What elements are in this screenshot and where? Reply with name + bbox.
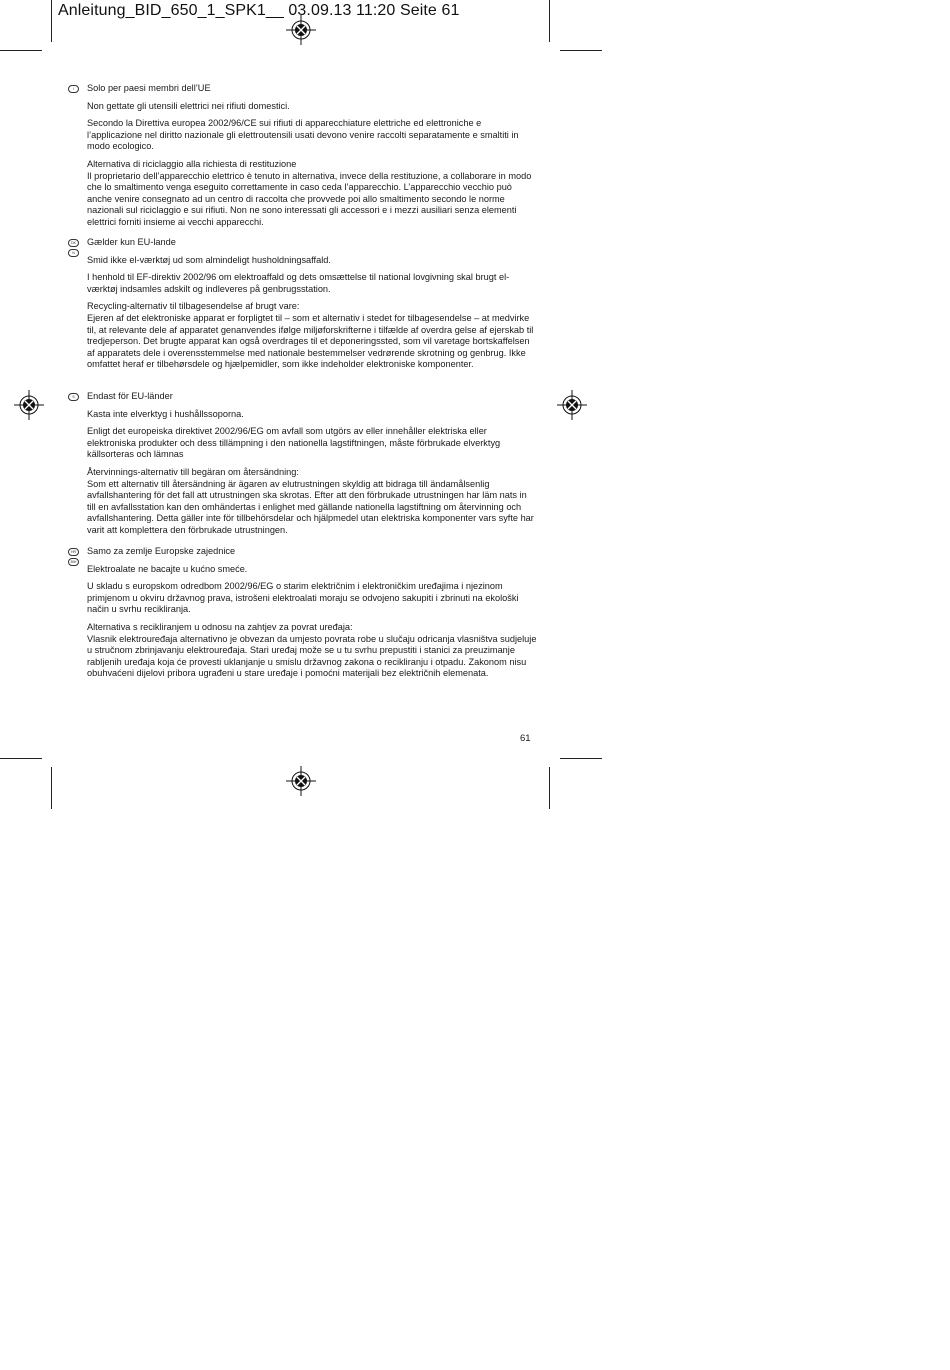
subheading: Återvinnings-alternativ till begäran om återsändning: [87,466,299,477]
section-italian [68,83,538,235]
country-code-badge: I [68,85,79,93]
country-code-badge: HR [68,548,79,556]
section-danish [68,237,538,377]
crop-mark [560,758,602,759]
crop-mark [549,0,550,42]
crop-mark [0,758,42,759]
paragraph: Il proprietario dell’apparecchio elettrico è tenuto in alternativa, invece della restituzione, a collaborare in modo che lo smaltimento venga eseguito correttamente in caso ceda l’apparecchio. L’apparecchio vecchio può anche venire consegnato ad un centro di raccolta che provvede poi allo smaltimento secondo le norme nazionali sul riciclaggio e sui rifiuti. Non ne sono interessati gli accessori e i mezzi ausiliari senza elementi elettrici forniti insieme ai vecchi apparecchi. [87,170,532,227]
registration-mark-icon [286,15,316,45]
paragraph: Non gettate gli utensili elettrici nei rifiuti domestici. [87,100,290,111]
paragraph: Elektroalate ne bacajte u kućno smeće. [87,563,248,574]
country-flags [68,85,80,95]
subheading: Alternativa di riciclaggio alla richiesta di restituzione [87,158,297,169]
paragraph: Ejeren af det elektroniske apparat er forpligtet til – som et alternativ i stedet for tilbagesendelse – at medvirke til, at relevante dele af apparatet genanvendes ifølge miljøforskrifterne i tilfælde af overdra gelse af ejerskab til tredjeperson. Det brugte apparat kan også overdrages til et deponeringssted, som vil varetage bortskaffelsen af apparatets dele i overensstemmelse med nationale bestemmelser vedrørende skrotning og genbrug. Ikke omfattet heraf er tilbehørsdele og hjælpemidler, som ikke indeholder elektroniske komponenter. [87,312,534,370]
crop-mark [549,767,550,809]
paragraph: Vlasnik elektrouređaja alternativno je obvezan da umjesto povrata robe u slučaju odricanja vlasništva sudjeluje u stručnom zbrinjavanju elektrouređaja. Stari uređaj može se u tu svrhu prepustiti i stanici za preuzimanje rabljenih uređaja koja će provesti uklanjanje u smislu državnog zakona o recikliranju i otpadu. Zakonom nisu obuhvaćeni dijelovi pribora ugrađeni u stare uređaje i pomoćni materijali bez električnih elemenata. [87,633,537,679]
crop-mark [51,0,52,42]
country-code-badge: N [68,249,79,257]
section-title: Samo za zemlje Europske zajednice [87,546,236,556]
crop-mark [51,767,52,809]
subheading: Alternativa s recikliranjem u odnosu na zahtjev za povrat uređaja: [87,621,353,632]
crop-mark [560,50,602,51]
paragraph: Som ett alternativ till återsändning är ägaren av elutrustningen skyldig att bidraga till ändamålsenlig avfallshantering för det fall att utrustningen ska skrotas. Efter att den förbrukade utrustningen har läm nats in till en avfallsstation kan den omhändertas i enlighet med gällande nationella lagstiftning om återvinning och avfallshantering. Detta gäller inte för tillbehörsdelar och hjälpmedel utan elektriska komponenter vars syfte har varit att komplettera den förbrukade utrustningen. [87,478,534,535]
country-flags [68,393,80,403]
subheading: Recycling-alternativ til tilbagesendelse af brugt vare: [87,301,300,312]
country-flags [68,548,80,568]
print-slug: Anleitung_BID_650_1_SPK1__ 03.09.13 11:20 Seite 61 [58,2,460,19]
registration-mark-icon [14,390,44,420]
paragraph: Secondo la Direttiva europea 2002/96/CE sui rifiuti di apparecchiature elettriche ed elettroniche e l’applicazione nel diritto nazionale gli elettroutensili usati devono venire raccolti separatamente e smaltiti in modo ecologico. [87,118,519,152]
country-code-badge: DK [68,239,79,247]
paragraph: Kasta inte elverktyg i hushållssoporna. [87,408,244,419]
paragraph: Enligt det europeiska direktivet 2002/96/EG om avfall som utgörs av eller innehåller elektriska eller elektroniska produkter och dess tillämpning i den nationella lagstiftningen, måste förbrukade elverktyg källsorteras och lämnas [87,426,501,460]
page-number: 61 [520,733,531,744]
crop-mark [0,50,42,51]
section-swedish [68,391,538,543]
registration-mark-icon [557,390,587,420]
paragraph: I henhold til EF-direktiv 2002/96 om elektroaffald og dets omsættelse til national lovgivning skal brugt el-værktøj indsamles adskilt og indleveres på genbrugsstation. [87,272,510,294]
section-title: Gælder kun EU-lande [87,237,176,247]
section-croatian [68,546,538,686]
section-title: Endast för EU-länder [87,391,173,401]
country-code-badge: BIH [68,558,79,566]
country-flags [68,239,80,259]
paragraph: U skladu s europskom odredbom 2002/96/EG o starim električnim i elektroničkim uređajima i njezinom primjenom u okviru državnog prava, istrošeni elektroalati moraju se odvojeno sakupiti i zbrinuti na ekološki način u svrhu recikliranja. [87,581,519,615]
country-code-badge: S [68,393,79,401]
registration-mark-icon [286,766,316,796]
section-title: Solo per paesi membri dell’UE [87,83,211,93]
paragraph: Smid ikke el-værktøj ud som almindeligt husholdningsaffald. [87,254,331,265]
